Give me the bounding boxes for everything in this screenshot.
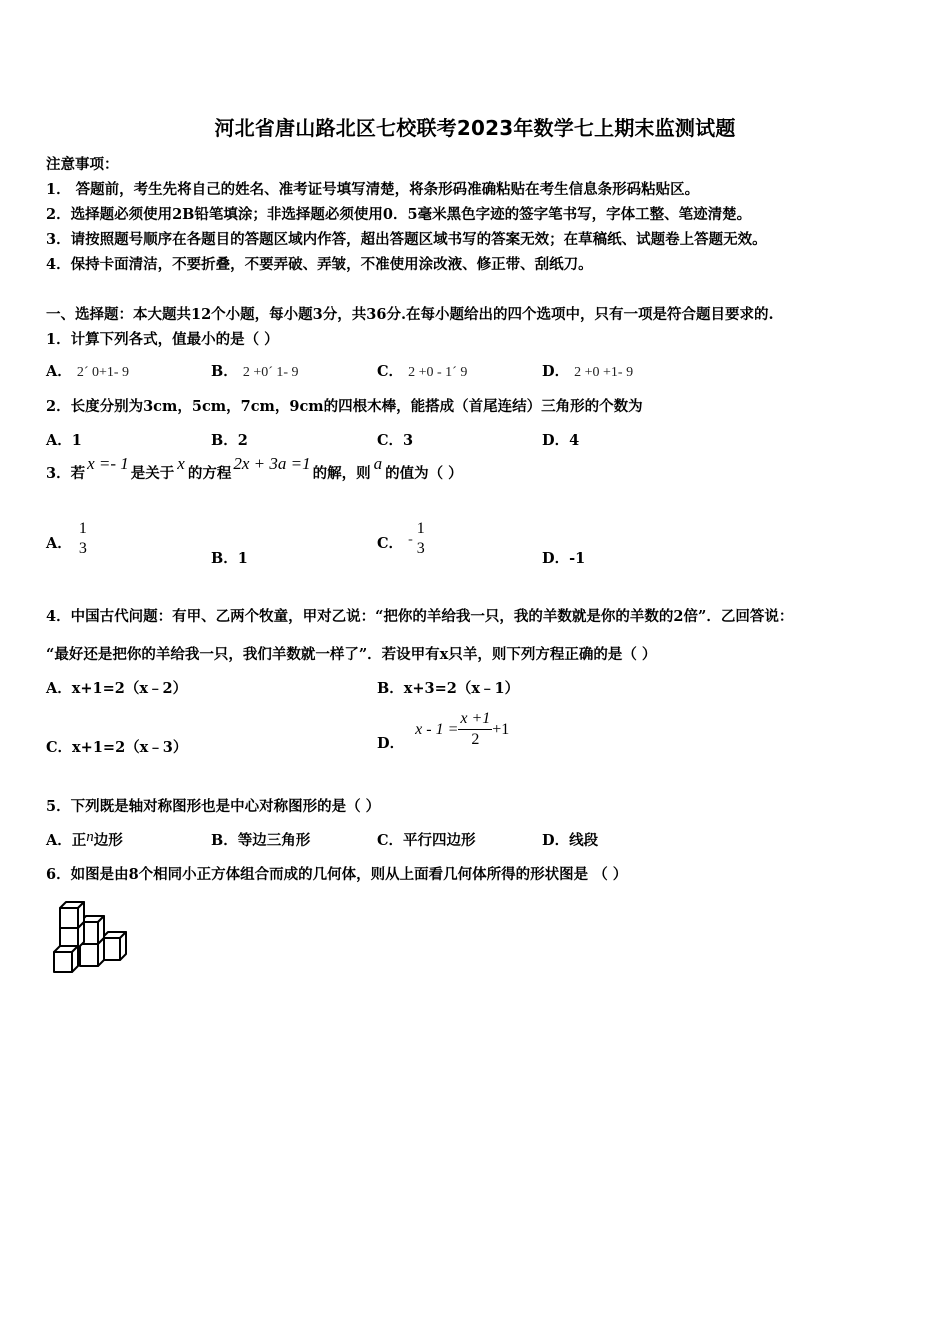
q3-math: x =- 1	[87, 454, 129, 473]
question-4-line-1: 4．中国古代问题：有甲、乙两个牧童，甲对乙说：“把你的羊给我一只，我的羊数就是你的羊数的2倍”．乙回答说：	[46, 608, 794, 625]
q5-option-c: C．平行四边形	[377, 832, 476, 849]
option-label: B．	[211, 432, 238, 449]
denominator: 3	[416, 540, 425, 557]
q3-text: 的方程	[187, 465, 232, 482]
question-5-stem: 5．下列既是轴对称图形也是中心对称图形的是（ ）	[46, 798, 381, 815]
option-expression: 2 +0 +1- 9	[574, 365, 634, 380]
question-2-stem: 2．长度分别为3cm，5cm，7cm，9cm的四根木棒，能搭成（首尾连结）三角形的个数为	[46, 398, 643, 415]
notice-item: 4．保持卡面清洁，不要折叠，不要弄破、弄皱，不准使用涂改液、修正带、刮纸刀。	[46, 256, 593, 273]
q3-option-b	[211, 547, 248, 568]
fraction	[415, 520, 427, 558]
q3-text: 的解，则	[312, 465, 371, 482]
q1-option-d	[542, 360, 633, 381]
question-1-stem: 1．计算下列各式，值最小的是（ ）	[46, 331, 279, 348]
option-label: D．	[542, 432, 570, 449]
q1-option-c	[377, 360, 467, 381]
equation-left: x - 1 =	[415, 720, 459, 738]
notice-item: 2．选择题必须使用2B铅笔填涂；非选择题必须使用0．5毫米黑色字迹的签字笔书写，字体工整、笔迹清楚。	[46, 206, 752, 223]
option-label: A．	[46, 363, 72, 380]
numerator: x +1	[460, 710, 491, 727]
option-expression: 2 +0 - 1´ 9	[408, 365, 468, 380]
option-text: 4	[569, 432, 580, 449]
notice-item: 1． 答题前，考生先将自己的姓名、准考证号填写清楚，将条形码准确粘贴在考生信息条形码粘贴区。	[46, 181, 700, 198]
q3-text: 是关于	[130, 465, 175, 482]
numerator: 1	[78, 520, 87, 537]
q3-text: 的值为（ ）	[385, 465, 463, 482]
denominator: 2	[458, 729, 492, 749]
option-label: C．	[377, 535, 404, 552]
q3-math: a	[373, 454, 383, 473]
q3-option-a	[46, 520, 89, 558]
question-4-line-2: “最好还是把你的羊给我一只，我们羊数就一样了”．若设甲有x只羊，则下列方程正确的是（ ）	[46, 646, 657, 663]
q4-option-d	[377, 710, 510, 752]
q4-option-b: B．x+3=2（x﹣1）	[377, 680, 520, 697]
option-text: -1	[569, 550, 586, 567]
q5-option-d: D．线段	[542, 832, 599, 849]
notice-item: 3．请按照题号顺序在各题目的答题区域内作答，超出答题区域书写的答案无效；在草稿纸、试题卷上答题无效。	[46, 231, 767, 248]
fraction	[458, 710, 492, 749]
q4-option-c: C．x+1=2（x﹣3）	[46, 739, 188, 756]
question-6-stem: 6．如图是由8个相同小正方体组合而成的几何体，则从上面看几何体所得的形状图是 （ ）	[46, 866, 628, 883]
section-heading: 一、选择题：本大题共12个小题，每小题3分，共36分.在每小题给出的四个选项中，只有一项是符合题目要求的.	[46, 306, 774, 323]
q1-option-a	[46, 360, 129, 381]
q3-text: 3．若	[46, 465, 86, 482]
option-text: A．正	[46, 832, 87, 849]
numerator: 1	[416, 520, 425, 537]
option-label: A．	[46, 535, 72, 552]
option-text: 1	[71, 432, 82, 449]
option-text: 边形	[93, 832, 123, 849]
option-expression: 2´ 0+1- 9	[76, 365, 130, 380]
page-title: 河北省唐山路北区七校联考2023年数学七上期末监测试题	[214, 116, 736, 140]
option-label: D．	[377, 734, 405, 752]
q1-option-b	[211, 360, 299, 381]
equation-right: +1	[492, 720, 510, 738]
option-label: A．	[46, 432, 72, 449]
option-expression: 2 +0´ 1- 9	[242, 365, 299, 380]
q4-option-a: A．x+1=2（x﹣2）	[46, 680, 188, 697]
q5-option-a	[46, 829, 123, 850]
option-label: B．	[211, 550, 238, 567]
option-text: 3	[403, 432, 414, 449]
denominator: 3	[78, 540, 87, 557]
q3-option-d	[542, 547, 585, 568]
minus-sign: -	[408, 532, 413, 547]
fraction	[77, 520, 89, 558]
q2-option-d	[542, 429, 579, 450]
option-text: 1	[237, 550, 248, 567]
option-label: B．	[211, 363, 238, 380]
option-label: D．	[542, 363, 570, 380]
option-text: 2	[237, 432, 248, 449]
option-label: D．	[542, 550, 570, 567]
q2-option-c	[377, 429, 413, 450]
notice-heading: 注意事项：	[46, 156, 119, 173]
q2-option-a	[46, 429, 82, 450]
q3-math: 2x + 3a =1	[233, 454, 311, 473]
q3-math: x	[177, 454, 185, 473]
q5-option-b: B．等边三角形	[211, 832, 311, 849]
question-3-stem	[46, 454, 463, 483]
cube-solid-figure	[48, 900, 134, 974]
option-label: C．	[377, 432, 404, 449]
option-label: C．	[377, 363, 404, 380]
math-n: n	[86, 829, 94, 845]
q2-option-b	[211, 429, 248, 450]
q3-option-c	[377, 520, 427, 558]
